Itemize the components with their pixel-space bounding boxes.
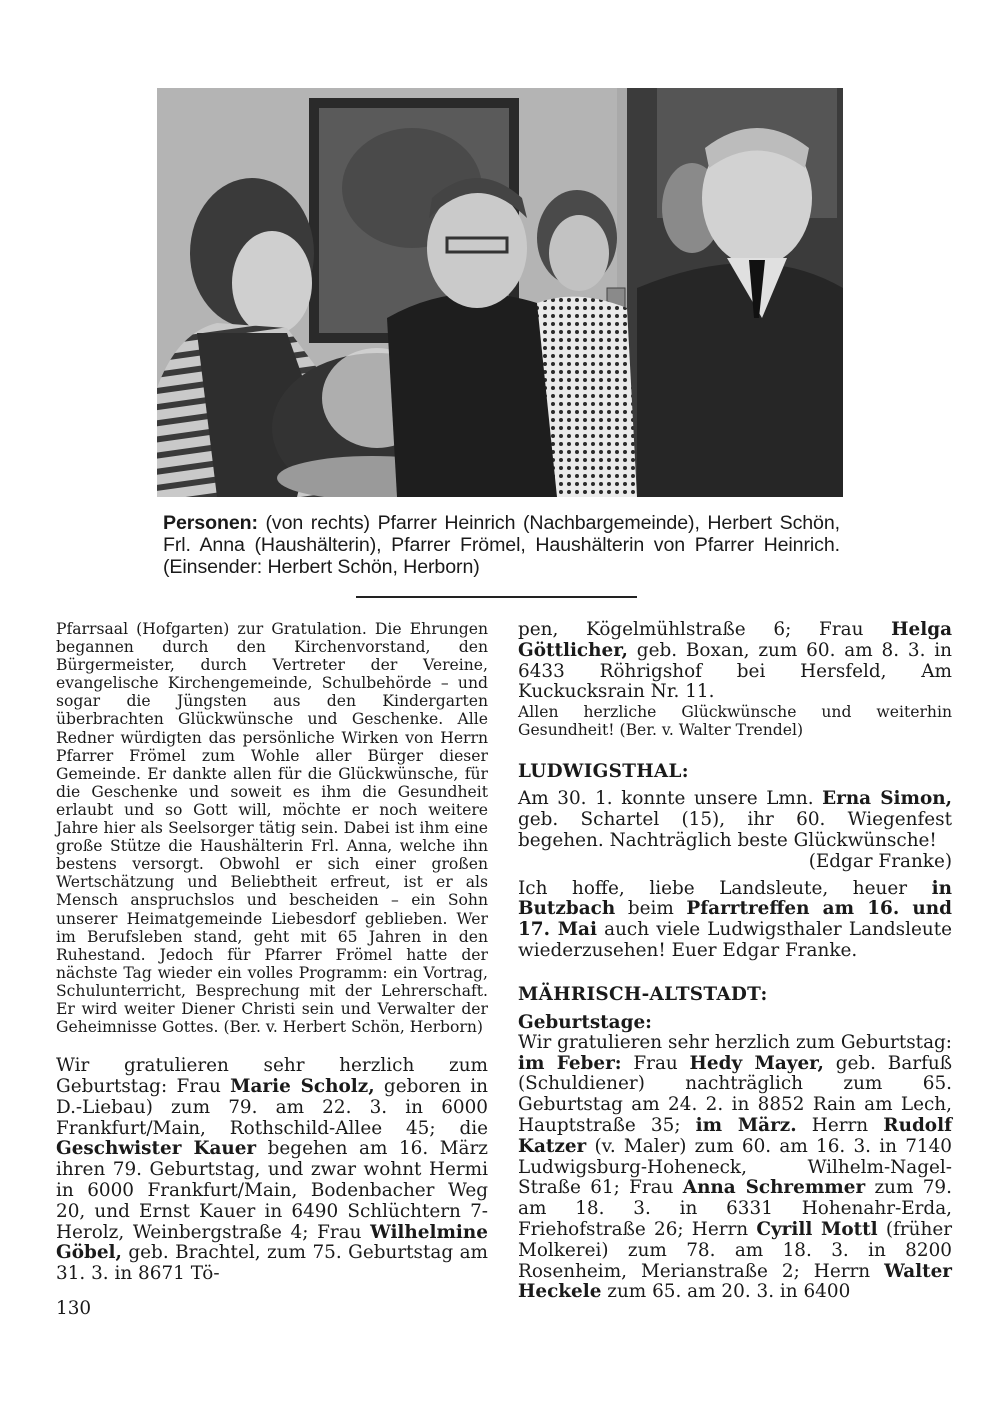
ludwigsthal-paragraph <box>518 789 952 851</box>
text-run: beim <box>615 898 687 920</box>
text-run: Herrn <box>796 1114 884 1136</box>
person-name: Anna Schremmer <box>682 1177 866 1199</box>
emphasis: in Butzbach <box>518 877 952 920</box>
person-name: Geschwister Kauer <box>56 1138 257 1160</box>
text-run: geb. Boxan, zum 60. am 8. 3. in 6433 Röhrigshof bei Hersfeld, Am Kuckucksrain Nr. 11. <box>518 639 952 703</box>
text-run: Wir gratulieren sehr herzlich zum Geburtstag: Frau <box>56 1055 488 1097</box>
section-divider <box>356 596 637 598</box>
person-name: Helga Göttlicher, <box>518 619 952 661</box>
text-run: Am 30. 1. konnte unsere Lmn. <box>518 788 823 810</box>
text-run: (v. Maler) zum 60. am 16. 3. in 7140 Ludwigsburg-Hoheneck, Wilhelm-Nagel-Straße 61; Frau <box>518 1135 952 1199</box>
left-column <box>56 620 488 1285</box>
person-name: Cyrill Mottl <box>756 1218 878 1240</box>
person-name: Hedy Mayer, <box>689 1052 824 1074</box>
text-run: Frau <box>621 1052 690 1074</box>
text-run: Ich hoffe, liebe Landsleute, heuer <box>518 877 932 899</box>
person-name: Walter Heckele <box>518 1260 952 1303</box>
person-name: Wilhelmine Göbel, <box>56 1221 488 1264</box>
text-run: auch viele Ludwigsthaler Landsleute wiederzusehen! Euer Edgar Franke. <box>518 919 952 961</box>
wishes-paragraph: Allen herzliche Glückwünsche und weiterhin Gesundheit! (Ber. v. Walter Trendel) <box>518 703 952 740</box>
text-run: Wir gratulieren sehr herzlich zum Geburtstag: <box>518 1031 952 1053</box>
article-paragraph: Pfarrsaal (Hofgarten) zur Gratulation. Die Ehrungen begannen durch den Kirchenvorstand, den Bürgermeister, durch Vertreter der Vereine, evangelische Kirchengemeinde, Schulbehörde – und sogar die Jüngsten aus den Kindergarten überbrachten Glückwünsche und Geschenke. Alle Redner würdigten das persönliche Wirken von Herrn Pfarrer Frömel zum Wohle aller Bürger dieser Gemeinde. Er dankte allen für die Glückwünsche, für die Geschenke und soweit es ihm die Gesundheit erlaubt und so Gott will, möchte er noch weitere Jahre hier als Seelsorger tätig sein. Dabei ist ihm eine große Stütze die Haushälterin Frl. Anna, welche ihn bestens versorgt. Obwohl er sich einer großen Wertschätzung und Beliebtheit erfreut, ist er als Mensch anspruchslos und bescheiden – ein Sohn unserer Heimatgemeinde Liebesdorf geblieben. Wer im Berufsleben stand, geht mit 65 Jahren in den Ruhestand. Jedoch für Pfarrer Frömel hatte der nächste Tag wieder ein volles Programm: ein Vortrag, Schulunterricht, Besprechung mit der Lehrerschaft. Er wird weiter Diener Christi sein und Verwalter der Geheimnisse Gottes. (Ber. v. Herbert Schön, Herborn) <box>56 620 488 1037</box>
text-run: geb. Schartel (15), ihr 60. Wiegenfest begehen. Nachträglich beste Glückwünsche! <box>518 809 952 851</box>
subheading-geburtstage: Geburtstage: <box>518 1011 652 1033</box>
text-run: zum 65. am 20. 3. in 6400 <box>601 1281 851 1303</box>
text-run: (früher Molkerei) zum 78. am 18. 3. in 8200 Rosenheim, Merianstraße 2; Herrn <box>518 1218 952 1282</box>
text-run: zum 79. am 18. 3. in 6331 Hohenahr-Erda, Friehofstraße 26; Herrn <box>518 1177 952 1240</box>
caption-label: Personen: <box>163 512 258 534</box>
photo-caption <box>163 512 840 578</box>
text-run: geb. Barfuß (Schuldiener) nachträglich zum 65. Geburtstag am 24. 2. in 8852 Rain am Lech, Hauptstraße 35; <box>518 1052 953 1136</box>
page-number: 130 <box>56 1298 92 1319</box>
signature: (Edgar Franke) <box>808 850 952 872</box>
ludwigsthal-invitation <box>518 879 952 962</box>
text-run: geboren in D.-Liebau) zum 79. am 22. 3. in 6000 Frankfurt/Main, Rothschild-Allee 45; die <box>56 1075 488 1139</box>
birthday-paragraph <box>56 1056 488 1285</box>
photo-illustration <box>157 88 843 497</box>
text-run: pen, Kögelmühlstraße 6; Frau <box>518 619 892 640</box>
text-run: geb. Brachtel, zum 75. Geburtstag am 31. 3. in 8671 Tö- <box>56 1242 488 1285</box>
right-column <box>518 620 952 1303</box>
section-heading-maehrisch-altstadt: MÄHRISCH-ALTSTADT: <box>518 983 768 1005</box>
caption-text: (von rechts) Pfarrer Heinrich (Nachbargemeinde), Herbert Schön, Frl. Anna (Haushälterin), Pfarrer Frömel, Haushälterin von Pfarrer Heinrich. (Einsender: Herbert Schön, Herborn) <box>163 512 840 578</box>
section-heading-ludwigsthal: LUDWIGSTHAL: <box>518 761 689 783</box>
emphasis: Pfarrtreffen am 16. und 17. Mai <box>518 898 953 941</box>
person-name: Rudolf Katzer <box>518 1114 952 1157</box>
emphasis: im Feber: <box>518 1052 622 1074</box>
maehrisch-altstadt-paragraph <box>518 1033 952 1303</box>
continuation-paragraph <box>518 620 952 703</box>
emphasis: im März. <box>695 1114 797 1136</box>
person-name: Marie Scholz, <box>230 1075 375 1097</box>
person-name: Erna Simon, <box>822 788 952 810</box>
text-run: begehen am 16. März ihren 79. Geburtstag, und zwar wohnt Hermi in 6000 Frankfurt/Main, Bodenbacher Weg 20, und Ernst Kauer in 6490 Schlüchtern 7-Herolz, Weinbergstraße 4; Frau <box>56 1138 488 1243</box>
group-photo <box>157 88 843 497</box>
